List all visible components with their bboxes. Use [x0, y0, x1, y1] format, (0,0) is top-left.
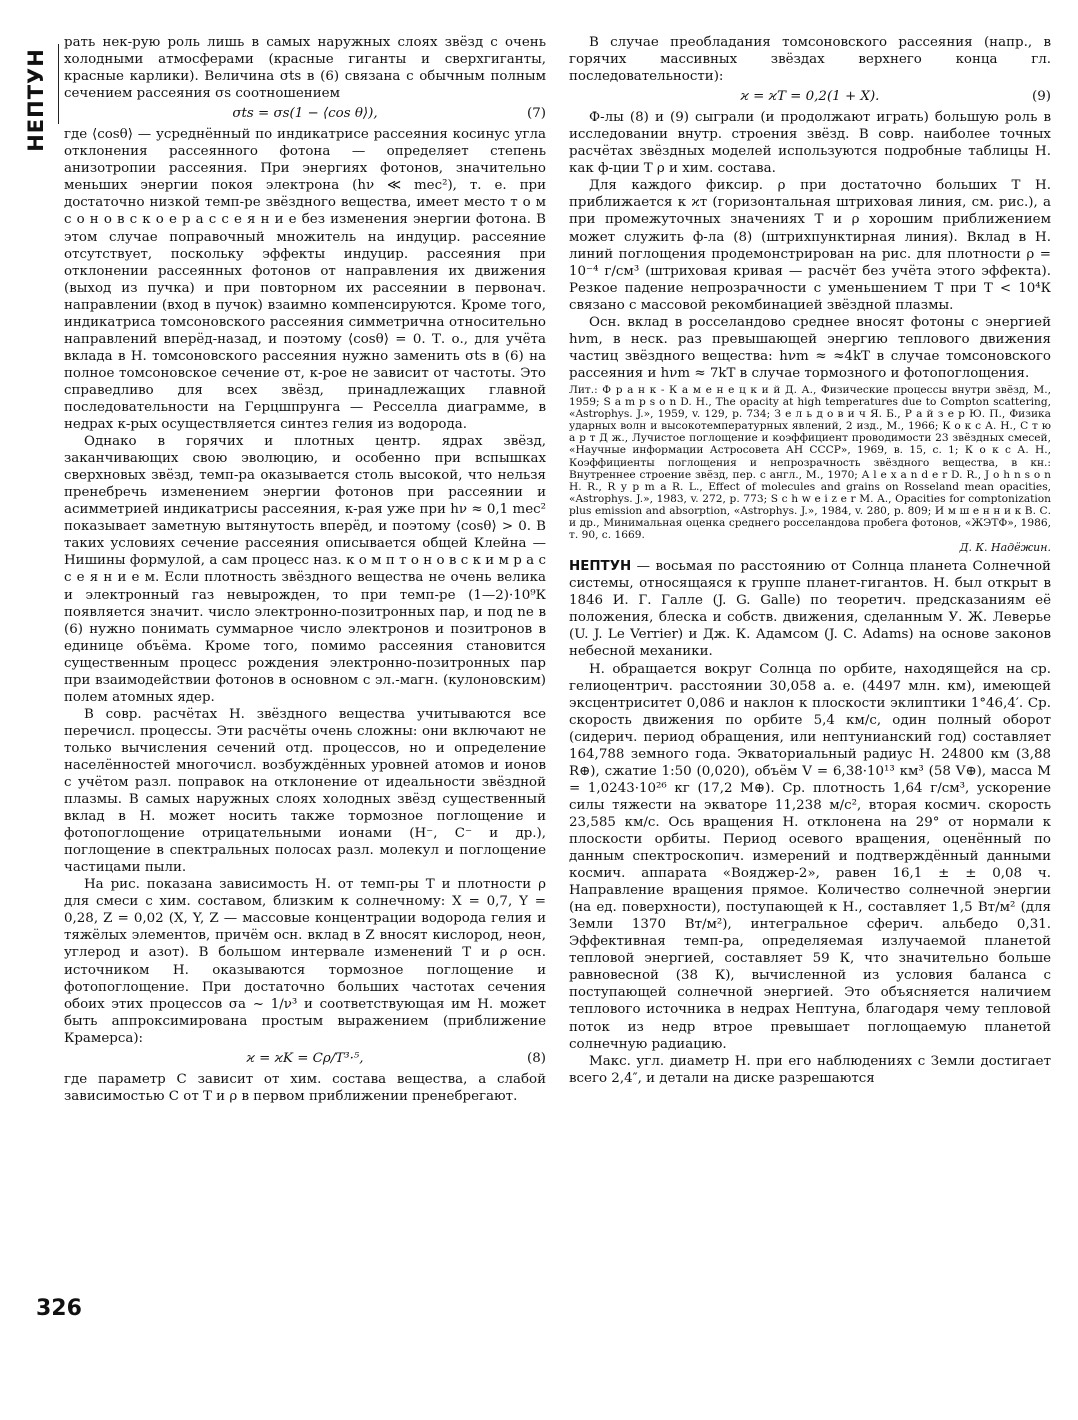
page-number: 326: [36, 1296, 82, 1321]
paragraph: Однако в горячих и плотных центр. ядрах звёзд, заканчивающих свою эволюцию, и особенно при вспышках сверхновых звёзд, темп-ра оказывается столь высокой, что нельзя пренебречь изменением энергии фотонов при рассеянии и асимметрией индикатрисы рассеяния, к-рая уже при hν ≈ 0,1 mec² показывает заметную вытянутость вперёд, и поэтому ⟨cosθ⟩ > 0. В таких условиях сечение рассеяния описывается общей Клейна — Нишины формулой, а сам процесс наз. к о м п т о н о в с к и м р а с с е я н и е м. Если плотность звёздного вещества не очень велика и электронный газ невырожден, то при темп-ре (1—2)·10⁹К появляется значит. число электронно-позитронных пар, и под ne в (6) нужно понимать суммарное число электронов и позитронов в единице объёма. Кроме того, помимо рассеяния становится существенным процесс рождения электронно-позитронных пар при взаимодействии фотонов в основном с эл.-магн. (кулоновским) полем атомных ядер.: [64, 434, 546, 705]
entry-paragraph: [569, 558, 1051, 660]
formula-body: ϰ = ϰK = Cρ/T³·⁵,: [246, 1050, 364, 1066]
paragraph: В случае преобладания томсоновского рассеяния (напр., в горячих массивных звёздах верхнего конца гл. последовательности):: [569, 35, 1051, 85]
paragraph: Макс. угл. диаметр Н. при его наблюдениях с Земли достигает всего 2,4″, и детали на диске разрешаются: [569, 1053, 1051, 1086]
formula-7: [64, 105, 546, 122]
running-head: [22, 44, 50, 164]
running-head-text: НЕПТУН: [24, 48, 48, 152]
article-author: Д. К. Надёжин.: [959, 541, 1051, 555]
formula-body: ϰ = ϰT = 0,2(1 + X).: [740, 89, 880, 105]
paragraph: где ⟨cosθ⟩ — усреднённый по индикатрисе рассеяния косинус угла отклонения рассеянного фотона — определяет степень анизотропии рассеяния. При энергиях фотонов, значительно меньших энергии покоя электрона (hν ≪ mec²), т. е. при достаточно низкой темп-ре звёздного вещества, имеет место т о м с о н о в с к о е р а с с е я н и е без изменения энергии фотона. В этом случае поправочный множитель на индуцир. рассеяние отсутствует, поскольку эффекты индуцир. рассеяния при отклонении рассеянных фотонов от направления их движения (выход из пучка) и при повторном их рассеянии в первонач. направлении (вход в пучок) взаимно компенсируются. Кроме того, индикатриса томсоновского рассеяния симметрична относительно направлений вперёд-назад, и поэтому ⟨cosθ⟩ = 0. Т. о., для учёта вклада в Н. томсоновского рассеяния нужно заменить σts в (6) на полное томсоновское сечение σт, к-рое не зависит от частоты. Это справедливо для всех звёзд, принадлежащих главной последовательности на Герцшпрунга — Ресселла диаграмме, в недрах к-рых осуществляется синтез гелия из водорода.: [64, 127, 546, 433]
formula-8: [64, 1050, 546, 1067]
paragraph: На рис. показана зависимость Н. от темп-ры T и плотности ρ для смеси с хим. составом, близким к солнечному: X = 0,7, Y = 0,28, Z = 0,02 (X, Y, Z — массовые концентрации водорода гелия и тяжёлых элементов, причём осн. вклад в Z вносят кислород, неон, углерод и азот). В большом интервале изменений T и ρ осн. источником Н. оказываются тормозное поглощение и фотопоглощение. При достаточно больших частотах сечения обоих этих процессов σa ~ 1/ν³ и соответствующая им Н. может быть аппроксимирована простым выражением (приближение Крамерса):: [64, 877, 546, 1046]
entry-text: — восьмая по расстоянию от Солнца планета Солнечной системы, относящаяся к группе планет-гигантов. Н. был открыт в 1846 И. Г. Галле (J. G. Galle) по теоретич. предсказаниям её положения, блеска и собств. движения, сделанным У. Ж. Леверье (U. J. Le Verrier) и Дж. К. Адамсом (J. C. Adams) на основе законов небесной механики.: [569, 559, 1051, 660]
paragraph: В совр. расчётах Н. звёздного вещества учитываются все перечисл. процессы. Эти расчёты очень сложны: они включают не только вычисления сечений отд. процессов, но и определение населённостей многочисл. возбуждённых уровней атомов и ионов с учётом разл. поправок на отклонение от идеальности звёздной плазмы. В самых наружных слоях холодных звёзд существенный вклад в Н. может носить также тормозное поглощение и фотопоглощение отрицательными ионами (H⁻, C⁻ и др.), поглощение в спектральных полосах разл. молекул и поглощение частицами пыли.: [64, 706, 546, 876]
formula-number: (9): [1032, 89, 1051, 105]
running-head-rule: [58, 44, 59, 124]
paragraph: где параметр C зависит от хим. состава вещества, а слабой зависимостью C от T и ρ в первом приближении пренебрегают.: [64, 1071, 546, 1104]
paragraph: Осн. вклад в росселандово среднее вносят фотоны с энергией hνm, в неск. раз превышающей энергию теплового движения частиц звёздного вещества: hνm ≈ ≈4kT в случае томсоновского рассеяния и hνm ≈ 7kT в случае тормозного и фотопоглощения.: [569, 314, 1051, 381]
paragraph: рать нек-рую роль лишь в самых наружных слоях звёзд с очень холодными атмосферами (красные гиганты и сверхгиганты, красные карлики). Величина σts в (6) связана с обычным полным сечением рассеяния σs соотношением: [64, 35, 546, 102]
right-column: [569, 34, 1051, 1087]
entry-headword: НЕПТУН: [569, 559, 632, 575]
formula-number: (8): [527, 1050, 546, 1066]
paragraph: Н. обращается вокруг Солнца по орбите, находящейся на ср. гелиоцентрич. расстоянии 30,058 а. е. (4497 млн. км), имеющей эксцентриситет 0,086 и наклон к плоскости эклиптики 1°46,4′. Ср. скорость движения по орбите 5,4 км/с, один полный оборот (сидерич. период обращения, или нептунианский год) составляет 164,788 земного года. Экваториальный радиус Н. 24800 км (3,88 R⊕), сжатие 1:50 (0,020), объём V = 6,38·10¹³ км³ (58 V⊕), масса M = 1,0243·10²⁶ кг (17,2 M⊕). Ср. плотность 1,64 г/см³, ускорение силы тяжести на экваторе 11,238 м/с², вторая космич. скорость 23,585 км/с. Ось вращения Н. отклонена на 29° от нормали к плоскости орбиты. Период осевого вращения, оценённый по данным спектроскопич. измерений и подтверждённый данными космич. аппарата «Вояджер-2», равен 16,1 ± ± 0,08 ч. Направление вращения прямое. Количество солнечной энергии (на ед. поверхности), поступающей к Н., составляет 1,5 Вт/м² (для Земли 1370 Вт/м²), интегральное сферич. альбедо 0,31. Эффективная темп-ра, определяемая излучаемой планетой тепловой энергией, составляет 59 К, что значительно больше равновесной (38 К), вычисленной из условия баланса с поступающей солнечной энергией. Это объясняется наличием теплового источника в недрах Нептуна, благодаря чему тепловой поток из недр втрое превышает поглощаемую планетой солнечную радиацию.: [569, 661, 1051, 1052]
literature-list: Лит.: Ф р а н к - К а м е н е ц к и й Д. А., Физические процессы внутри звёзд, М., 1959; S a m p s o n D. H., The opacity at high temperatures due to Compton scattering, «Astrophys. J.», 1959, v. 129, p. 734; З е л ь д о в и ч Я. Б., Р а й з е р Ю. П., Физика ударных волн и высокотемпературных явлений, 2 изд., М., 1966; К о к с А. Н., С т ю а р т Д ж., Лучистое поглощение и коэффициент проводимости 23 звёздных смесей, «Научные информации Астросовета АН СССР», 1969, в. 15, с. 1; К о к с А. Н., Коэффициенты поглощения и непрозрачность звёздного вещества, в кн.: Внутреннее строение звёзд, пер. с англ., М., 1970; A l e x a n d e r D. R., J o h n s o n H. R., R y p m a R. L., Effect of molecules and grains on Rosseland mean opacities, «Astrophys. J.», 1983, v. 272, p. 773; S c h w e i z e r M. A., Opacities for comptonization plus emission and absorption, «Astrophys. J.», 1984, v. 280, p. 809; И м ш е н н и к В. С. и др., Минимальная оценка среднего росселандова пробега фотонов, «ЖЭТФ», 1986, т. 90, с. 1669.: [569, 383, 1051, 542]
paragraph: Ф-лы (8) и (9) сыграли (и продолжают играть) большую роль в исследовании внутр. строения звёзд. В совр. наиболее точных расчётах звёздных моделей используются подробные таблицы Н. как ф-ции T ρ и хим. состава.: [569, 110, 1051, 177]
literature-block: [569, 384, 1051, 554]
left-column: [64, 34, 546, 1105]
paragraph: Для каждого фиксир. ρ при достаточно больших T Н. приближается к ϰт (горизонтальная штриховая линия, см. рис.), а при промежуточных значениях T и ρ хорошим приближением может служить ф-ла (8) (штрихпунктирная линия). Вклад в Н. линий поглощения продемонстрирован на рис. для плотности ρ = 10⁻⁴ г/см³ (штриховая кривая — расчёт без учёта этого эффекта). Резкое падение непрозрачности с уменьшением T при T < 10⁴К связано с массовой рекомбинацией звёздной плазмы.: [569, 178, 1051, 313]
formula-9: [569, 88, 1051, 105]
formula-body: σts = σs(1 − ⟨cos θ⟩),: [232, 106, 378, 122]
formula-number: (7): [527, 106, 546, 122]
